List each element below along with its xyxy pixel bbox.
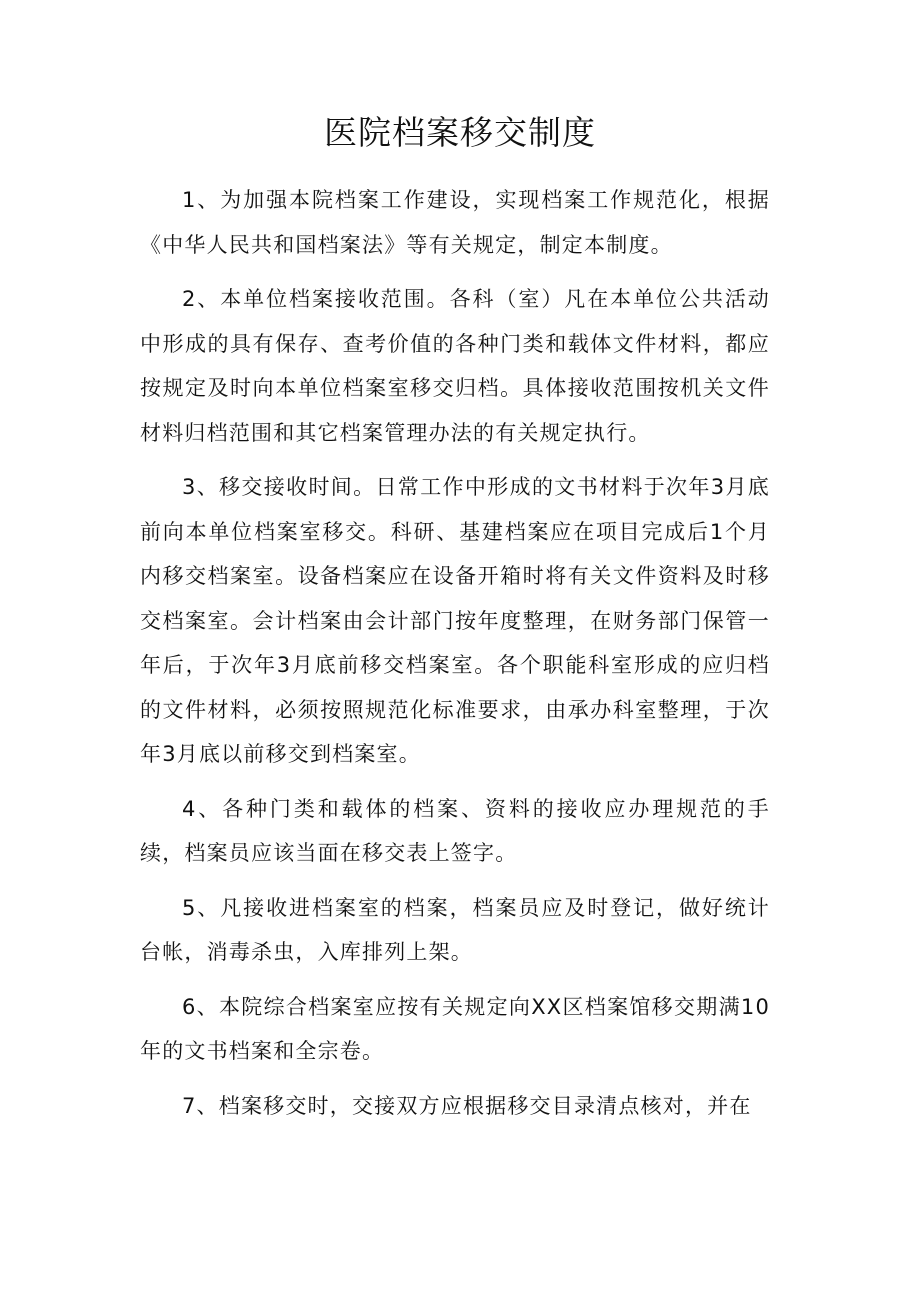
document-body xyxy=(140,178,770,1138)
document-title: 医院档案移交制度 xyxy=(324,113,596,152)
paragraph-7: 7、档案移交时，交接双方应根据移交目录清点核对，并在 xyxy=(182,1093,752,1118)
paragraph-6: 6、本院综合档案室应按有关规定向XX区档案馆移交期满10年的文书档案和全宗卷。 xyxy=(140,994,770,1063)
paragraph-3: 3、移交接收时间。日常工作中形成的文书材料于次年3月底前向本单位档案室移交。科研、基建档案应在项目完成后1个月内移交档案室。设备档案应在设备开箱时将有关文件资料及时移交档案室。会计档案由会计部门按年度整理，在财务部门保管一年后，于次年3月底前移交档案室。各个职能科室形成的应归档的文件材料，必须按照规范化标准要求，由承办科室整理，于次年3月底以前移交到档案室。 xyxy=(140,475,770,766)
paragraph-4: 4、各种门类和载体的档案、资料的接收应办理规范的手续，档案员应该当面在移交表上签字。 xyxy=(140,796,770,865)
paragraph-5: 5、凡接收进档案室的档案，档案员应及时登记，做好统计台帐，消毒杀虫，入库排列上架。 xyxy=(140,895,770,964)
paragraph-2: 2、本单位档案接收范围。各科（室）凡在本单位公共活动中形成的具有保存、查考价值的各种门类和载体文件材料，都应按规定及时向本单位档案室移交归档。具体接收范围按机关文件材料归档范围和其它档案管理办法的有关规定执行。 xyxy=(140,287,770,445)
paragraph-1: 1、为加强本院档案工作建设，实现档案工作规范化，根据《中华人民共和国档案法》等有关规定，制定本制度。 xyxy=(140,188,770,257)
